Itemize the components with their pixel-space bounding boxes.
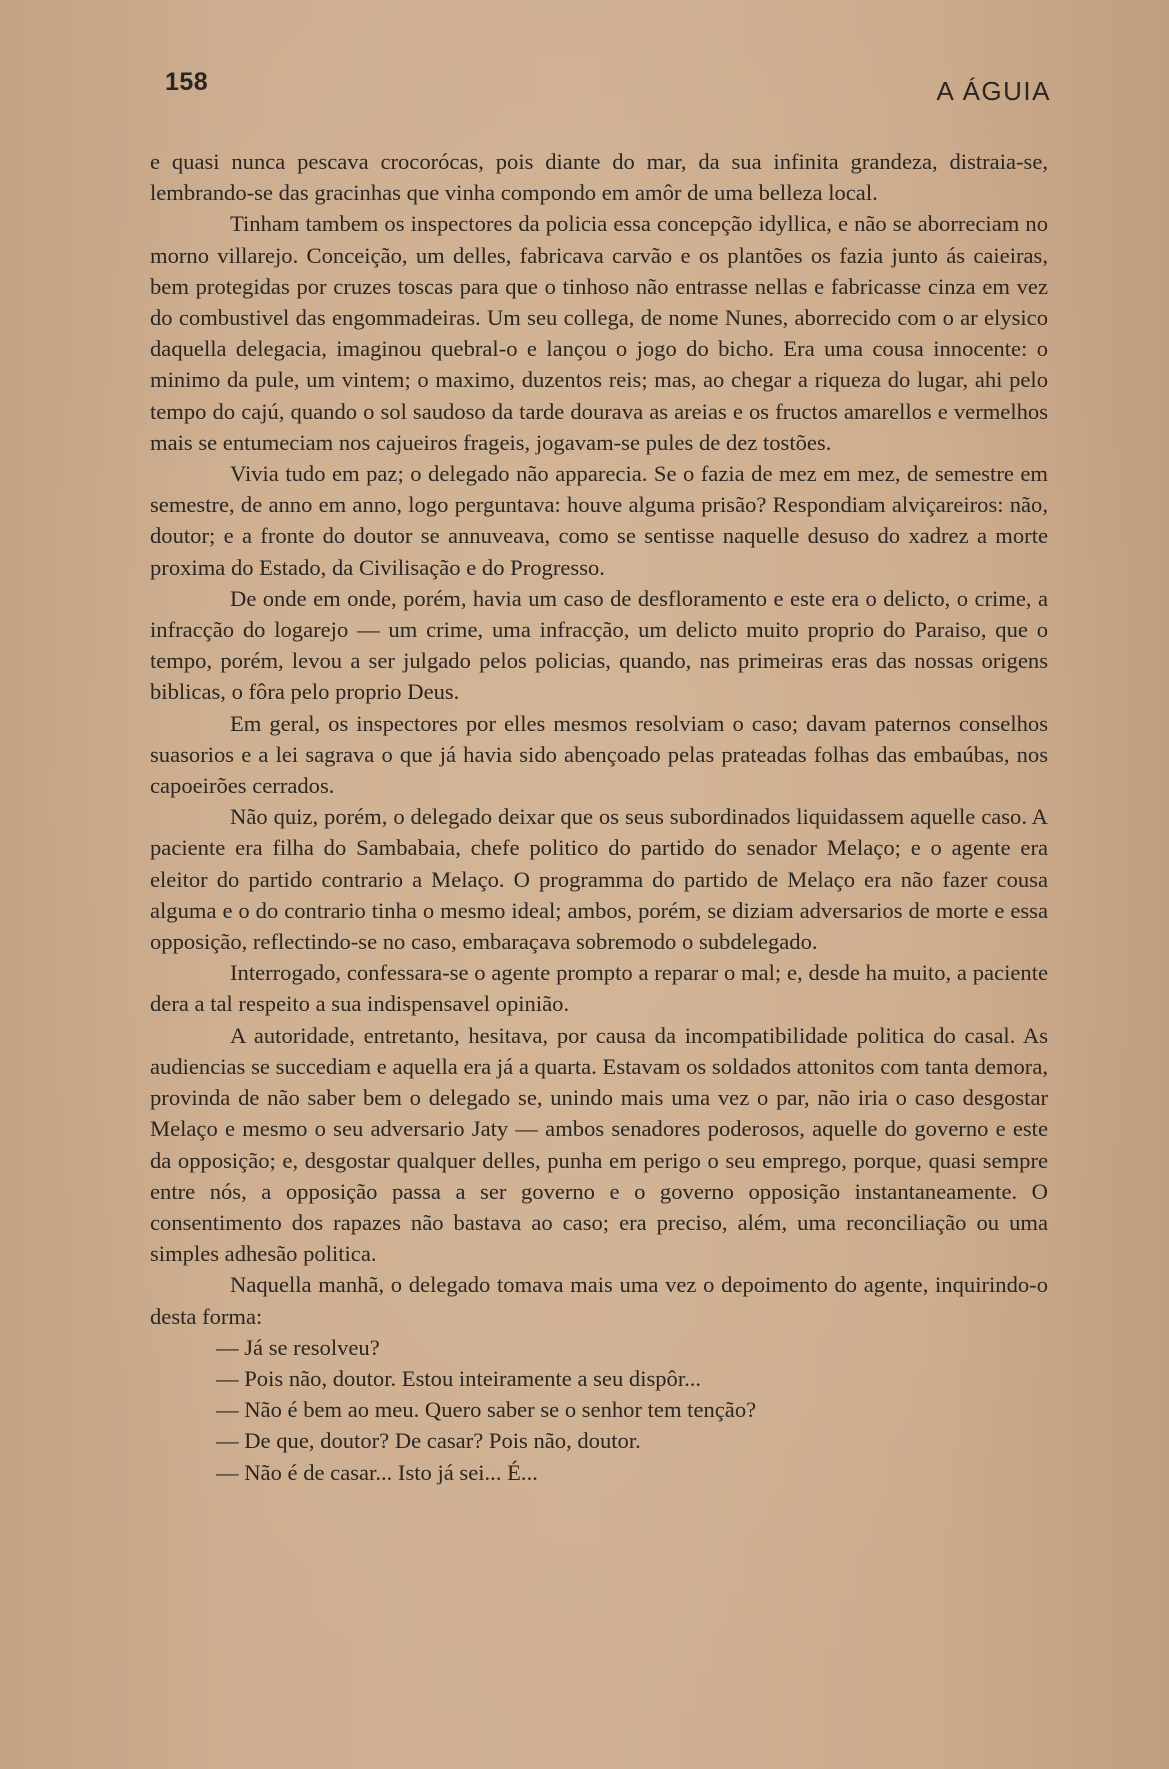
paragraph-interrogado: Interrogado, confessara-se o agente prompto a reparar o mal; e, desde ha muito, a paciente dera a tal respeito a sua indispensavel opinião. bbox=[150, 960, 1048, 1017]
paragraph-em-geral: Em geral, os inspectores por elles mesmos resolviam o caso; davam paternos conselhos suasorios e a lei sagrava o que já havia sido abençoado pelas prateadas folhas das embaúbas, nos capoeirões cerrados. bbox=[150, 710, 1048, 799]
paragraph-naquella-manha: Naquella manhã, o delegado tomava mais uma vez o depoimento do agente, inquirindo-o desta forma: bbox=[150, 1272, 1048, 1329]
paragraph-autoridade: A autoridade, entretanto, hesitava, por causa da incompatibilidade politica do casal. As audiencias se succediam e aquella era já a quarta. Estavam os soldados attonitos com tanta demora, provinda de não saber bem o delegado se, unindo mais uma vez o par, não iria o caso desgostar Melaço e mesmo o seu adversario Jaty — ambos senadores poderosos, aquelle do governo e este da opposição; e, desgostar qualquer delles, punha em perigo o seu emprego, porque, quasi sempre entre nós, a opposição passa a ser governo e o governo opposição instantaneamente. O consentimento dos rapazes não bastava ao caso; era preciso, além, uma reconciliação ou uma simples adhesão politica. bbox=[150, 1022, 1048, 1267]
paragraph-nao-quiz: Não quiz, porém, o delegado deixar que os seus subordinados liquidassem aquelle caso. A paciente era filha do Sambabaia, chefe politico do partido do senador Melaço; e o agente era eleitor do partido contrario a Melaço. O programma do partido de Melaço era não fazer cousa alguma e o do contrario tinha o mesmo ideal; ambos, porém, se diziam adversarios de morte e essa opposição, reflectindo-se no caso, embaraçava sobremodo o subdelegado. bbox=[150, 804, 1048, 955]
paragraph-continuation: e quasi nunca pescava crocorócas, pois diante do mar, da sua infinita grandeza, distraia-se, lembrando-se das gracinhas que vinha compondo em amôr de uma belleza local. bbox=[150, 149, 1048, 206]
dialogue-line: — Pois não, doutor. Estou inteiramente a seu dispôr... bbox=[216, 1365, 702, 1391]
paragraph-vivia-tudo: Vivia tudo em paz; o delegado não apparecia. Se o fazia de mez em mez, de semestre em semestre, de anno em anno, logo perguntava: houve alguma prisão? Respondiam alviçareiros: não, doutor; e a fronte do doutor se annuveava, como se sentisse naquelle desuso do xadrez a morte proxima do Estado, da Civilisação e do Progresso. bbox=[150, 461, 1048, 580]
page-number: 158 bbox=[165, 68, 209, 96]
dialogue-line: — De que, doutor? De casar? Pois não, doutor. bbox=[216, 1428, 641, 1454]
dialogue-line: — Já se resolveu? bbox=[216, 1334, 380, 1360]
running-head bbox=[165, 68, 1051, 108]
body-text bbox=[150, 146, 1048, 1488]
paragraph-desfloramento: De onde em onde, porém, havia um caso de desfloramento e este era o delicto, o crime, a infracção do logarejo — um crime, uma infracção, um delicto muito proprio do Paraiso, que o tempo, porém, levou a ser julgado pelos policias, quando, nas primeiras eras das nossas origens biblicas, o fôra pelo proprio Deus. bbox=[150, 585, 1048, 705]
dialogue-line: — Não é de casar... Isto já sei... É... bbox=[216, 1459, 538, 1485]
dialogue-line: — Não é bem ao meu. Quero saber se o senhor tem tenção? bbox=[216, 1397, 757, 1423]
paragraph-inspectores: Tinham tambem os inspectores da policia essa concepção idyllica, e não se aborreciam no morno villarejo. Conceição, um delles, fabricava carvão e os plantões os fazia junto ás caieiras, bem protegidas por cruzes toscas para que o tinhoso não entrasse nellas e fabricasse cinza em vez do combustivel das engommadeiras. Um seu collega, de nome Nunes, aborrecido com o ar elysico daquella delegacia, imaginou quebral-o e lançou o jogo do bicho. Era uma cousa innocente: o minimo da pule, um vintem; o maximo, duzentos reis; mas, ao chegar a riqueza do lugar, ahi pelo tempo do cajú, quando o sol saudoso da tarde dourava as areias e os fructos amarellos e vermelhos mais se entumeciam nos cajueiros frageis, jogavam-se pules de dez tostões. bbox=[150, 211, 1048, 455]
journal-title: A ÁGUIA bbox=[936, 76, 1051, 106]
